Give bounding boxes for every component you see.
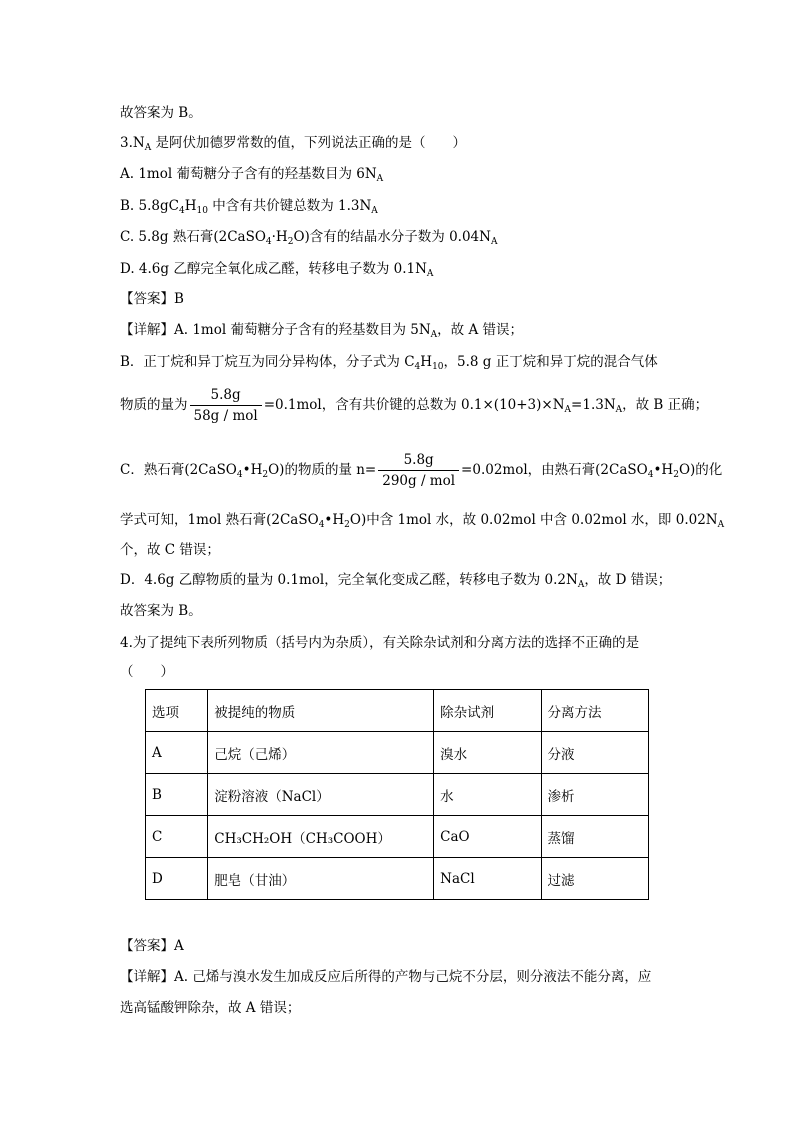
- question-3-detail-b: [120, 352, 658, 372]
- question-4-detail-a-cont: 选高锰酸钾除杂，故 A 错误；: [120, 1000, 301, 1016]
- subscript: 2: [344, 520, 350, 530]
- text: 中含有共价键总数为 1.3N: [207, 198, 372, 214]
- text: •H: [324, 512, 345, 528]
- table-cell: C: [146, 816, 208, 858]
- question-3-detail-c: [120, 450, 722, 490]
- table-cell: 水: [434, 774, 541, 816]
- subscript: 4: [647, 470, 654, 480]
- fraction-denominator: 58g / mol: [193, 408, 258, 424]
- table-header-row: [146, 690, 649, 732]
- text: •H: [653, 462, 674, 478]
- text: O)的物质的量 n=: [268, 462, 377, 478]
- table-row: [146, 816, 649, 858]
- question-3-conclusion: 故答案为 B。: [120, 603, 202, 619]
- table-cell: 淀粉溶液（NaCl）: [208, 774, 434, 816]
- text: ，故 A 错误；: [437, 322, 523, 338]
- table-cell: 肥皂（甘油）: [208, 858, 434, 900]
- question-3-detail-c-end: 个，故 C 错误；: [120, 542, 220, 558]
- text: 3.N: [120, 135, 145, 151]
- subscript: A: [615, 405, 623, 415]
- subscript: A: [430, 330, 438, 340]
- table-cell: 蒸馏: [541, 816, 648, 858]
- table-row: [146, 732, 649, 774]
- question-4-blank: （ ）: [120, 664, 174, 680]
- text: H: [420, 354, 433, 370]
- text: 物质的量为: [120, 397, 188, 413]
- subscript: A: [376, 174, 384, 184]
- text: •H: [242, 462, 263, 478]
- text: B. 5.8gC: [120, 198, 179, 214]
- text: ，故 B 正确；: [622, 397, 709, 413]
- subscript: 4: [236, 470, 243, 480]
- question-3-option-a: [120, 164, 383, 184]
- previous-conclusion: 故答案为 B。: [120, 105, 202, 121]
- question-4-answer: 【答案】A: [120, 938, 184, 954]
- subscript: 2: [287, 237, 294, 247]
- subscript: A: [144, 143, 152, 153]
- table-cell: 溴水: [434, 732, 541, 774]
- text: ，5.8 g 正丁烷和异丁烷的混合气体: [443, 354, 658, 370]
- table-cell: CH₃CH₂OH（CH₃COOH）: [208, 816, 434, 858]
- subscript: 10: [432, 362, 444, 372]
- table-cell: NaCl: [434, 858, 541, 900]
- text: D．4.6g 乙醇物质的量为 0.1mol，完全氧化变成乙醛，转移电子数为 0.2N: [120, 572, 578, 588]
- text: ，故 D 错误；: [584, 572, 672, 588]
- fraction-numerator: 5.8g: [378, 452, 459, 471]
- text: 学式可知，1mol 熟石膏(2CaSO: [120, 512, 319, 528]
- subscript: 2: [673, 470, 679, 480]
- question-3-option-d: [120, 259, 433, 279]
- subscript: 4: [178, 206, 185, 216]
- text: 是阿伏加德罗常数的值，下列说法正确的是（ ）: [151, 135, 466, 151]
- subscript: A: [717, 520, 725, 530]
- question-3-detail-c-cont: [120, 510, 724, 530]
- subscript: A: [564, 405, 572, 415]
- fraction-denominator: 290g / mol: [382, 473, 456, 489]
- question-3-answer: 【答案】B: [120, 291, 184, 307]
- subscript: A: [577, 580, 585, 590]
- text: O)中含 1mol 水，故 0.02mol 中含 0.02mol 水，即 0.02N: [349, 512, 718, 528]
- question-3-detail-b-calc: [120, 385, 708, 425]
- text: =1.3N: [571, 397, 616, 413]
- subscript: 4: [318, 520, 325, 530]
- text: C．熟石膏(2CaSO: [120, 462, 237, 478]
- subscript: 2: [262, 470, 269, 480]
- table-header-cell: 被提纯的物质: [208, 690, 434, 732]
- table-cell: B: [146, 774, 208, 816]
- text: H: [184, 198, 197, 214]
- table-cell: 分液: [541, 732, 648, 774]
- subscript: A: [371, 206, 378, 216]
- table-cell: 己烷（己烯）: [208, 732, 434, 774]
- table-row: [146, 858, 649, 900]
- question-3-option-b: [120, 196, 378, 216]
- question-4-detail-a: 【详解】A. 己烯与溴水发生加成反应后所得的产物与己烷不分层，则分液法不能分离，应: [120, 969, 652, 985]
- table-cell: 过滤: [541, 858, 648, 900]
- table-header-cell: 选项: [146, 690, 208, 732]
- table-header-cell: 除杂试剂: [434, 690, 541, 732]
- question-4-table: [145, 689, 649, 900]
- question-4-stem: 4.为了提纯下表所列物质（括号内为杂质），有关除杂试剂和分离方法的选择不正确的是: [120, 635, 640, 651]
- text: O)的化: [678, 462, 723, 478]
- text: B．正丁烷和异丁烷互为同分异构体，分子式为 C: [120, 354, 415, 370]
- text: ·H: [271, 229, 288, 245]
- text: =0.1mol，含有共价键的总数为 0.1×(10+3)×N: [263, 397, 565, 413]
- subscript: 4: [265, 237, 272, 247]
- table-cell: D: [146, 858, 208, 900]
- text: A. 1mol 葡萄糖分子含有的羟基数目为 6N: [120, 166, 377, 182]
- question-3-option-c: [120, 227, 497, 247]
- subscript: A: [426, 269, 434, 279]
- table-cell: 渗析: [541, 774, 648, 816]
- fraction-numerator: 5.8g: [190, 387, 262, 406]
- question-3-detail-a: [120, 320, 523, 340]
- fraction: [190, 387, 262, 424]
- text: 【详解】A. 1mol 葡萄糖分子含有的羟基数目为 5N: [120, 322, 431, 338]
- question-3-stem: [120, 133, 466, 153]
- table-header-cell: 分离方法: [541, 690, 648, 732]
- subscript: 4: [414, 362, 421, 372]
- table-row: [146, 774, 649, 816]
- text: O)含有的结晶水分子数为 0.04N: [293, 229, 491, 245]
- text: D. 4.6g 乙醇完全氧化成乙醛，转移电子数为 0.1N: [120, 261, 427, 277]
- table-cell: A: [146, 732, 208, 774]
- subscript: A: [490, 237, 498, 247]
- table-cell: CaO: [434, 816, 541, 858]
- text: =0.02mol，由熟石膏(2CaSO: [461, 462, 648, 478]
- fraction: [378, 452, 459, 489]
- text: C. 5.8g 熟石膏(2CaSO: [120, 229, 266, 245]
- subscript: 10: [196, 206, 208, 216]
- question-3-detail-d: [120, 570, 671, 590]
